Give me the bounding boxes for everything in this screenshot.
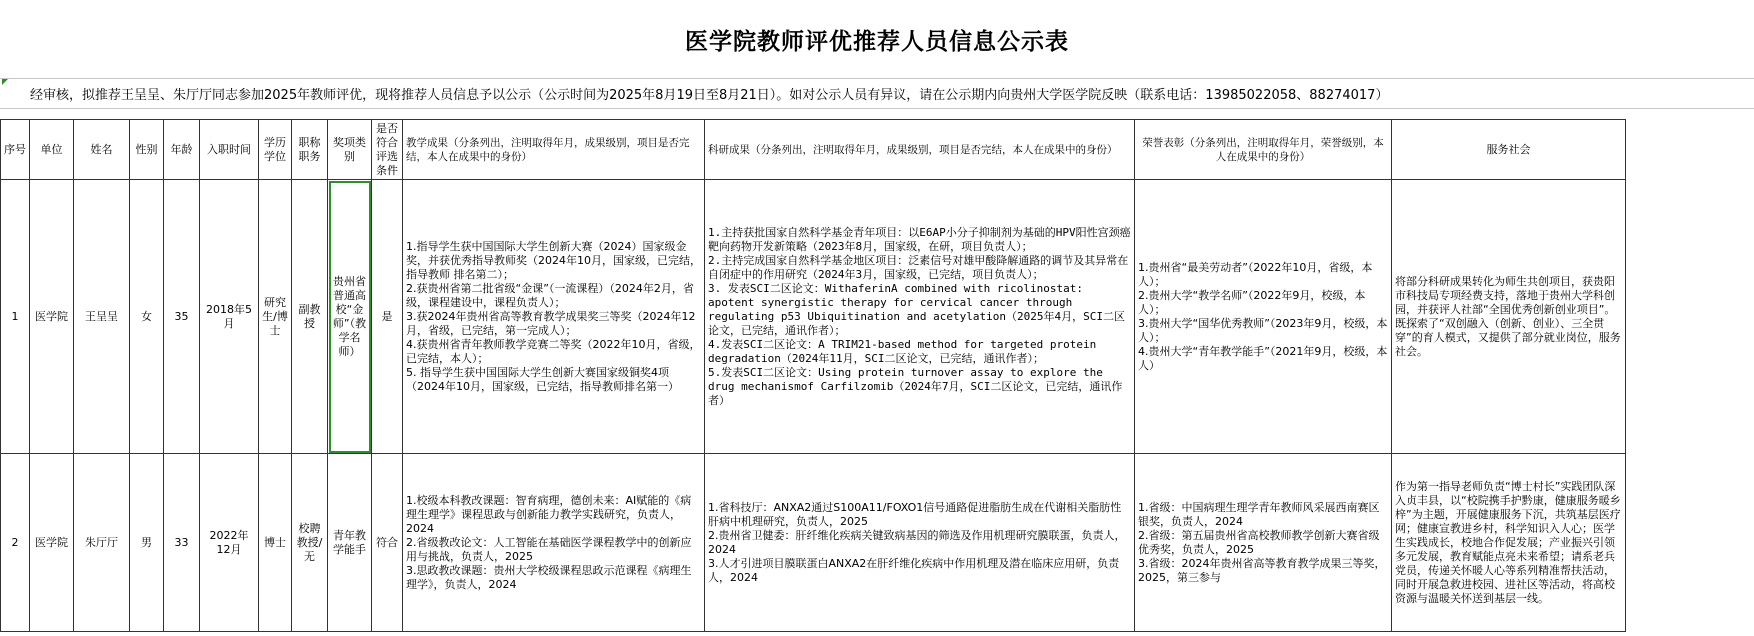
- cell-unit[interactable]: 医学院: [30, 454, 74, 632]
- cell-age[interactable]: 35: [164, 180, 200, 454]
- header-row: [1, 120, 1626, 180]
- header-research: 科研成果（分条列出，注明取得年月，成果级别，项目是否完结，本人在成果中的身份）: [705, 120, 1135, 180]
- header-award-type: 奖项类别: [328, 120, 372, 180]
- list-item: 4.获贵州省青年教师教学竞赛二等奖（2022年10月，省级，已完结，本人）；: [406, 337, 701, 365]
- cell-unit[interactable]: 医学院: [30, 180, 74, 454]
- header-gender: 性别: [130, 120, 164, 180]
- cell-research[interactable]: [705, 454, 1135, 632]
- cell-gender[interactable]: 女: [130, 180, 164, 454]
- list-item: 1.省科技厅：ANXA2通过S100A11/FOXO1信号通路促进脂肪生成在代谢相关脂肪性肝病中机理研究，负责人，2025: [708, 500, 1122, 528]
- table-row: [1, 454, 1626, 632]
- header-teaching: 教学成果（分条列出，注明取得年月，成果级别，项目是否完结，本人在成果中的身份）: [403, 120, 705, 180]
- cell-honors[interactable]: [1135, 454, 1392, 632]
- list-item: 2.主持完成国家自然科学基金地区项目：泛素信号对雄甲酸降解通路的调节及其异常在自闭症中的作用研究（2024年3月，国家级，已完结，项目负责人）；: [708, 253, 1129, 281]
- cell-service[interactable]: 作为第一指导老师负责“博士村长”实践团队深入贞丰县，以“校院携手护黔康，健康服务暖乡梓”为主题，开展健康服务下沉，共筑基层医疗网；健康宣教进乡村，科学知识入人心；医学生实践成长，校地合作促发展；产业振兴引领多元发展，教育赋能点亮未来希望；请系老兵党员，传递关怀暖人心等系列精准帮扶活动，同时开展急救进校园、进社区等活动，将高校资源与温暖关怀送到基层一线。: [1392, 454, 1626, 632]
- list-item: 1.校级本科教改课题：智育病理，德创未来：AI赋能的《病理生理学》课程思政与创新能力教学实践研究，负责人，2024: [406, 493, 692, 535]
- list-item: 2.获贵州省第二批省级“金课”（一流课程）（2024年2月，省级，课程建设中，课程负责人）；: [406, 281, 694, 309]
- list-item: 2.贵州大学“教学名师”（2022年9月，校级，本人）；: [1138, 288, 1366, 316]
- header-age: 年龄: [164, 120, 200, 180]
- page-title: 医学院教师评优推荐人员信息公示表: [685, 27, 1069, 55]
- list-item: 3.省级：2024年贵州省高等教育教学成果三等奖，2025，第三参与: [1138, 556, 1386, 584]
- header-seq: 序号: [1, 120, 30, 180]
- cell-teaching[interactable]: [403, 180, 705, 454]
- list-item: 3.人才引进项目膜联蛋白ANXA2在肝纤维化疾病中作用机理及潜在临床应用研，负责人，2024: [708, 556, 1120, 584]
- cell-gender[interactable]: 男: [130, 454, 164, 632]
- header-degree: 学历学位: [259, 120, 292, 180]
- nominee-table: [0, 119, 1626, 632]
- list-item: 1.省级：中国病理生理学青年教师风采展西南赛区银奖，负责人，2024: [1138, 500, 1380, 528]
- cell-service[interactable]: 将部分科研成果转化为师生共创项目，获贵阳市科技局专项经费支持，落地于贵州大学科创园，并获评人社部“全国优秀创新创业项目”。既探索了“双创融入（创新、创业）、三全贯穿”的育人模式，又提供了部分就业岗位，服务社会。: [1392, 180, 1626, 454]
- list-item: 3.贵州大学“国华优秀教师”（2023年9月，校级，本人）；: [1138, 316, 1388, 344]
- cell-teaching[interactable]: [403, 454, 705, 632]
- cell-seq[interactable]: 1: [1, 180, 30, 454]
- header-service: 服务社会: [1392, 120, 1626, 180]
- list-item: 3.思政教改课题：贵州大学校级课程思政示范课程《病理生理学》，负责人，2024: [406, 563, 692, 591]
- cell-eligible[interactable]: 符合: [372, 454, 403, 632]
- list-item: 1.贵州省“最美劳动者”（2022年10月，省级，本人）；: [1138, 260, 1373, 288]
- notice-text: 经审核，拟推荐王呈呈、朱厅厅同志参加2025年教师评优，现将推荐人员信息予以公示（公示时间为2025年8月19日至8月21日）。如对公示人员有异议，请在公示期内向贵州大学医学院反映（联系电话：13985022058、88274017）: [30, 87, 1389, 103]
- list-item: 5.发表SCI二区论文：Using protein turnover assay to explore the drug mechanismof Carfilzomib（2024年7月，SCI二区论文，已完结，通讯作者）: [708, 365, 1123, 407]
- cell-award-type-selected[interactable]: 贵州省普通高校“金师”（教学名师）: [328, 180, 372, 454]
- cell-join-date[interactable]: 2018年5月: [200, 180, 259, 454]
- header-eligible: 是否符合评选条件: [372, 120, 403, 180]
- list-item: 3.获2024年贵州省高等教育教学成果奖三等奖（2024年12月，省级，已完结，第一完成人）；: [406, 309, 696, 337]
- header-name: 姓名: [74, 120, 130, 180]
- table-row: [1, 180, 1626, 454]
- notice-row: [0, 78, 1754, 109]
- list-item: 4.贵州大学“青年教学能手”（2021年9月，校级，本人）: [1138, 344, 1388, 372]
- list-item: 1.主持获批国家自然科学基金青年项目：以E6AP小分子抑制剂为基础的HPV阳性宫颈癌靶向药物开发新策略（2023年8月，国家级，在研，项目负责人）；: [708, 225, 1131, 253]
- cell-title[interactable]: 副教授: [292, 180, 328, 454]
- cell-honors[interactable]: [1135, 180, 1392, 454]
- list-item: 2.贵州省卫健委：肝纤维化疾病关键致病基因的筛选及作用机理研究膜联蛋，负责人，2024: [708, 528, 1126, 556]
- cell-title[interactable]: 校聘教授/无: [292, 454, 328, 632]
- list-item: 2.省级教改论文：人工智能在基础医学课程教学中的创新应用与挑战，负责人，2025: [406, 535, 692, 563]
- title-row: [0, 0, 1754, 79]
- cell-name[interactable]: 王呈呈: [74, 180, 130, 454]
- list-item: 4.发表SCI二区论文：A TRIM21-based method for targeted protein degradation（2024年11月，SCI二区论文，已完结，通讯作者）；: [708, 337, 1097, 365]
- cell-degree[interactable]: 博士: [259, 454, 292, 632]
- header-title: 职称职务: [292, 120, 328, 180]
- list-item: 5. 指导学生获中国国际大学生创新大赛国家级铜奖4项（2024年10月，国家级，已完结，指导教师排名第一）: [406, 365, 679, 393]
- header-join-date: 入职时间: [200, 120, 259, 180]
- cell-age[interactable]: 33: [164, 454, 200, 632]
- cell-research[interactable]: [705, 180, 1135, 454]
- list-item: 1.指导学生获中国国际大学生创新大赛（2024）国家级金奖，并获优秀指导教师奖（2024年10月，国家级，已完结，指导教师 排名第二）；: [406, 239, 701, 281]
- cell-seq[interactable]: 2: [1, 454, 30, 632]
- cell-join-date[interactable]: 2022年12月: [200, 454, 259, 632]
- cell-eligible[interactable]: 是: [372, 180, 403, 454]
- header-honors: 荣誉表彰（分条列出，注明取得年月，荣誉级别，本人在成果中的身份）: [1135, 120, 1392, 180]
- cell-name[interactable]: 朱厅厅: [74, 454, 130, 632]
- header-unit: 单位: [30, 120, 74, 180]
- list-item: 2.省级：第五届贵州省高校教师教学创新大赛省级优秀奖，负责人，2025: [1138, 528, 1380, 556]
- cell-award-type[interactable]: 青年教学能手: [328, 454, 372, 632]
- cell-degree[interactable]: 研究生/博士: [259, 180, 292, 454]
- list-item: 3. 发表SCI二区论文：WithaferinA combined with ricolinostat: apotent synergistic therapy for cervical cancer through regulating p53 Ubiquitination and acetylation（2025年4月，SCI二区论文，已完结，通讯作者）；: [708, 281, 1125, 337]
